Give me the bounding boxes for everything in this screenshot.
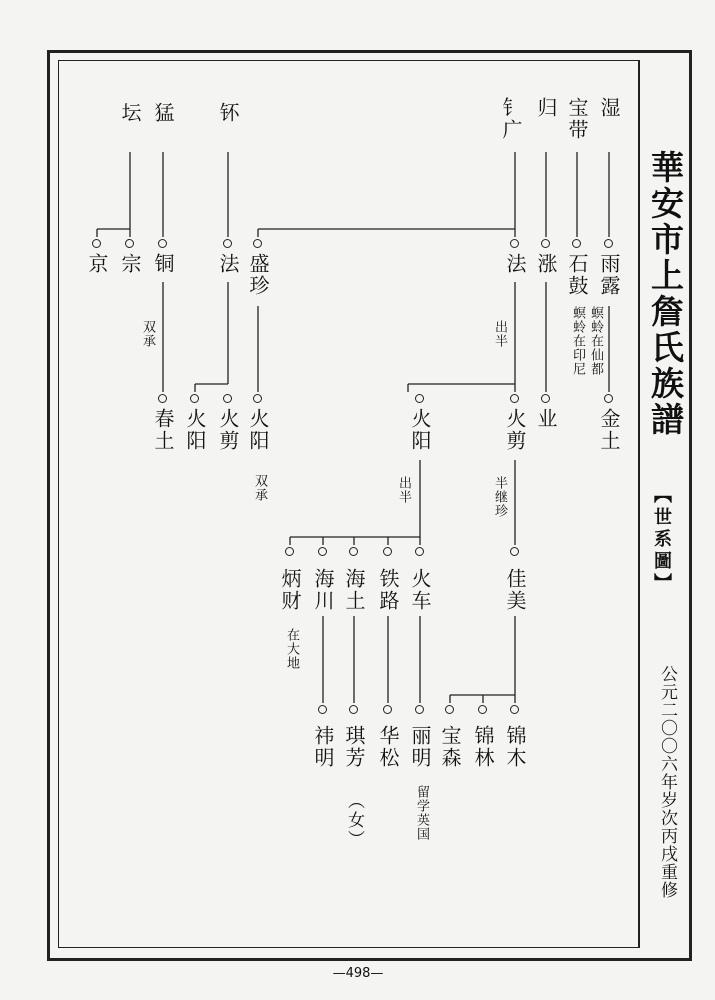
person-name: 雨露: [597, 253, 621, 297]
person-marker: [541, 394, 550, 403]
person-marker: [349, 705, 358, 714]
person-name: 涨: [534, 253, 558, 275]
person-name: 琪芳: [342, 725, 366, 769]
person-name: 华松: [376, 725, 400, 769]
top-name: 钚: [216, 102, 240, 124]
person-note: 在大地: [284, 628, 299, 670]
person-name: 铁路: [376, 568, 400, 612]
person-marker: [572, 239, 581, 248]
person-marker: [415, 705, 424, 714]
person-note: 半继珍: [492, 476, 507, 518]
person-name: 春土: [151, 408, 175, 452]
person-marker: [510, 394, 519, 403]
person-name: 盛珍: [246, 253, 270, 297]
person-marker: [253, 394, 262, 403]
section-label: 【世系圖】: [651, 485, 672, 595]
top-name: 猛: [151, 102, 175, 124]
person-name: 丽明: [408, 725, 432, 769]
person-name: 炳财: [278, 568, 302, 612]
person-marker: [349, 547, 358, 556]
person-marker: [415, 394, 424, 403]
person-marker: [253, 239, 262, 248]
person-marker: [158, 239, 167, 248]
person-name: 宝森: [438, 725, 462, 769]
person-note: 出半: [492, 320, 507, 348]
person-marker: [510, 705, 519, 714]
person-marker: [510, 239, 519, 248]
person-name: 京: [85, 253, 109, 275]
person-marker: [285, 547, 294, 556]
person-marker: [604, 394, 613, 403]
person-marker: [125, 239, 134, 248]
person-name: 海川: [311, 568, 335, 612]
person-marker: [190, 394, 199, 403]
person-marker: [478, 705, 487, 714]
top-name: 钅广: [499, 97, 523, 141]
top-name: 湿: [597, 97, 621, 119]
person-marker: [223, 394, 232, 403]
person-name: 祎明: [311, 725, 335, 769]
person-name: 火阳: [183, 408, 207, 452]
person-name: 火阳: [246, 408, 270, 452]
person-name: 锦林: [471, 725, 495, 769]
person-note: （女）: [344, 792, 364, 849]
person-name: 火剪: [503, 408, 527, 452]
top-name: 归: [534, 97, 558, 119]
person-note: 出半: [396, 476, 411, 504]
edition-note: 公元二〇〇六年岁次丙戌重修: [657, 665, 677, 899]
page-number: —498—: [332, 966, 384, 981]
person-marker: [318, 705, 327, 714]
person-note: 双承: [140, 320, 155, 348]
person-name: 宗: [118, 253, 142, 275]
person-name: 金土: [597, 408, 621, 452]
person-name: 锦木: [503, 725, 527, 769]
person-name: 火车: [408, 568, 432, 612]
person-marker: [158, 394, 167, 403]
person-name: 海土: [342, 568, 366, 612]
person-name: 佳美: [503, 568, 527, 612]
person-note: 螟蛉在印尼: [570, 306, 585, 376]
person-marker: [383, 547, 392, 556]
person-name: 火阳: [408, 408, 432, 452]
top-name: 宝带: [565, 97, 589, 141]
person-marker: [415, 547, 424, 556]
person-marker: [92, 239, 101, 248]
top-name: 坛: [118, 102, 142, 124]
person-marker: [383, 705, 392, 714]
person-name: 铜: [151, 253, 175, 275]
person-marker: [223, 239, 232, 248]
person-note: 螟蛉在仙都: [588, 306, 603, 376]
book-title: 華安市上詹氏族譜: [646, 150, 685, 438]
person-marker: [510, 547, 519, 556]
person-name: 火剪: [216, 408, 240, 452]
person-name: 法: [216, 253, 240, 275]
person-note: 留学英国: [414, 785, 429, 841]
person-marker: [541, 239, 550, 248]
person-name: 业: [534, 408, 558, 430]
person-marker: [445, 705, 454, 714]
person-note: 双承: [252, 474, 267, 502]
person-name: 石鼓: [565, 253, 589, 297]
person-name: 法: [503, 253, 527, 275]
person-marker: [318, 547, 327, 556]
person-marker: [604, 239, 613, 248]
